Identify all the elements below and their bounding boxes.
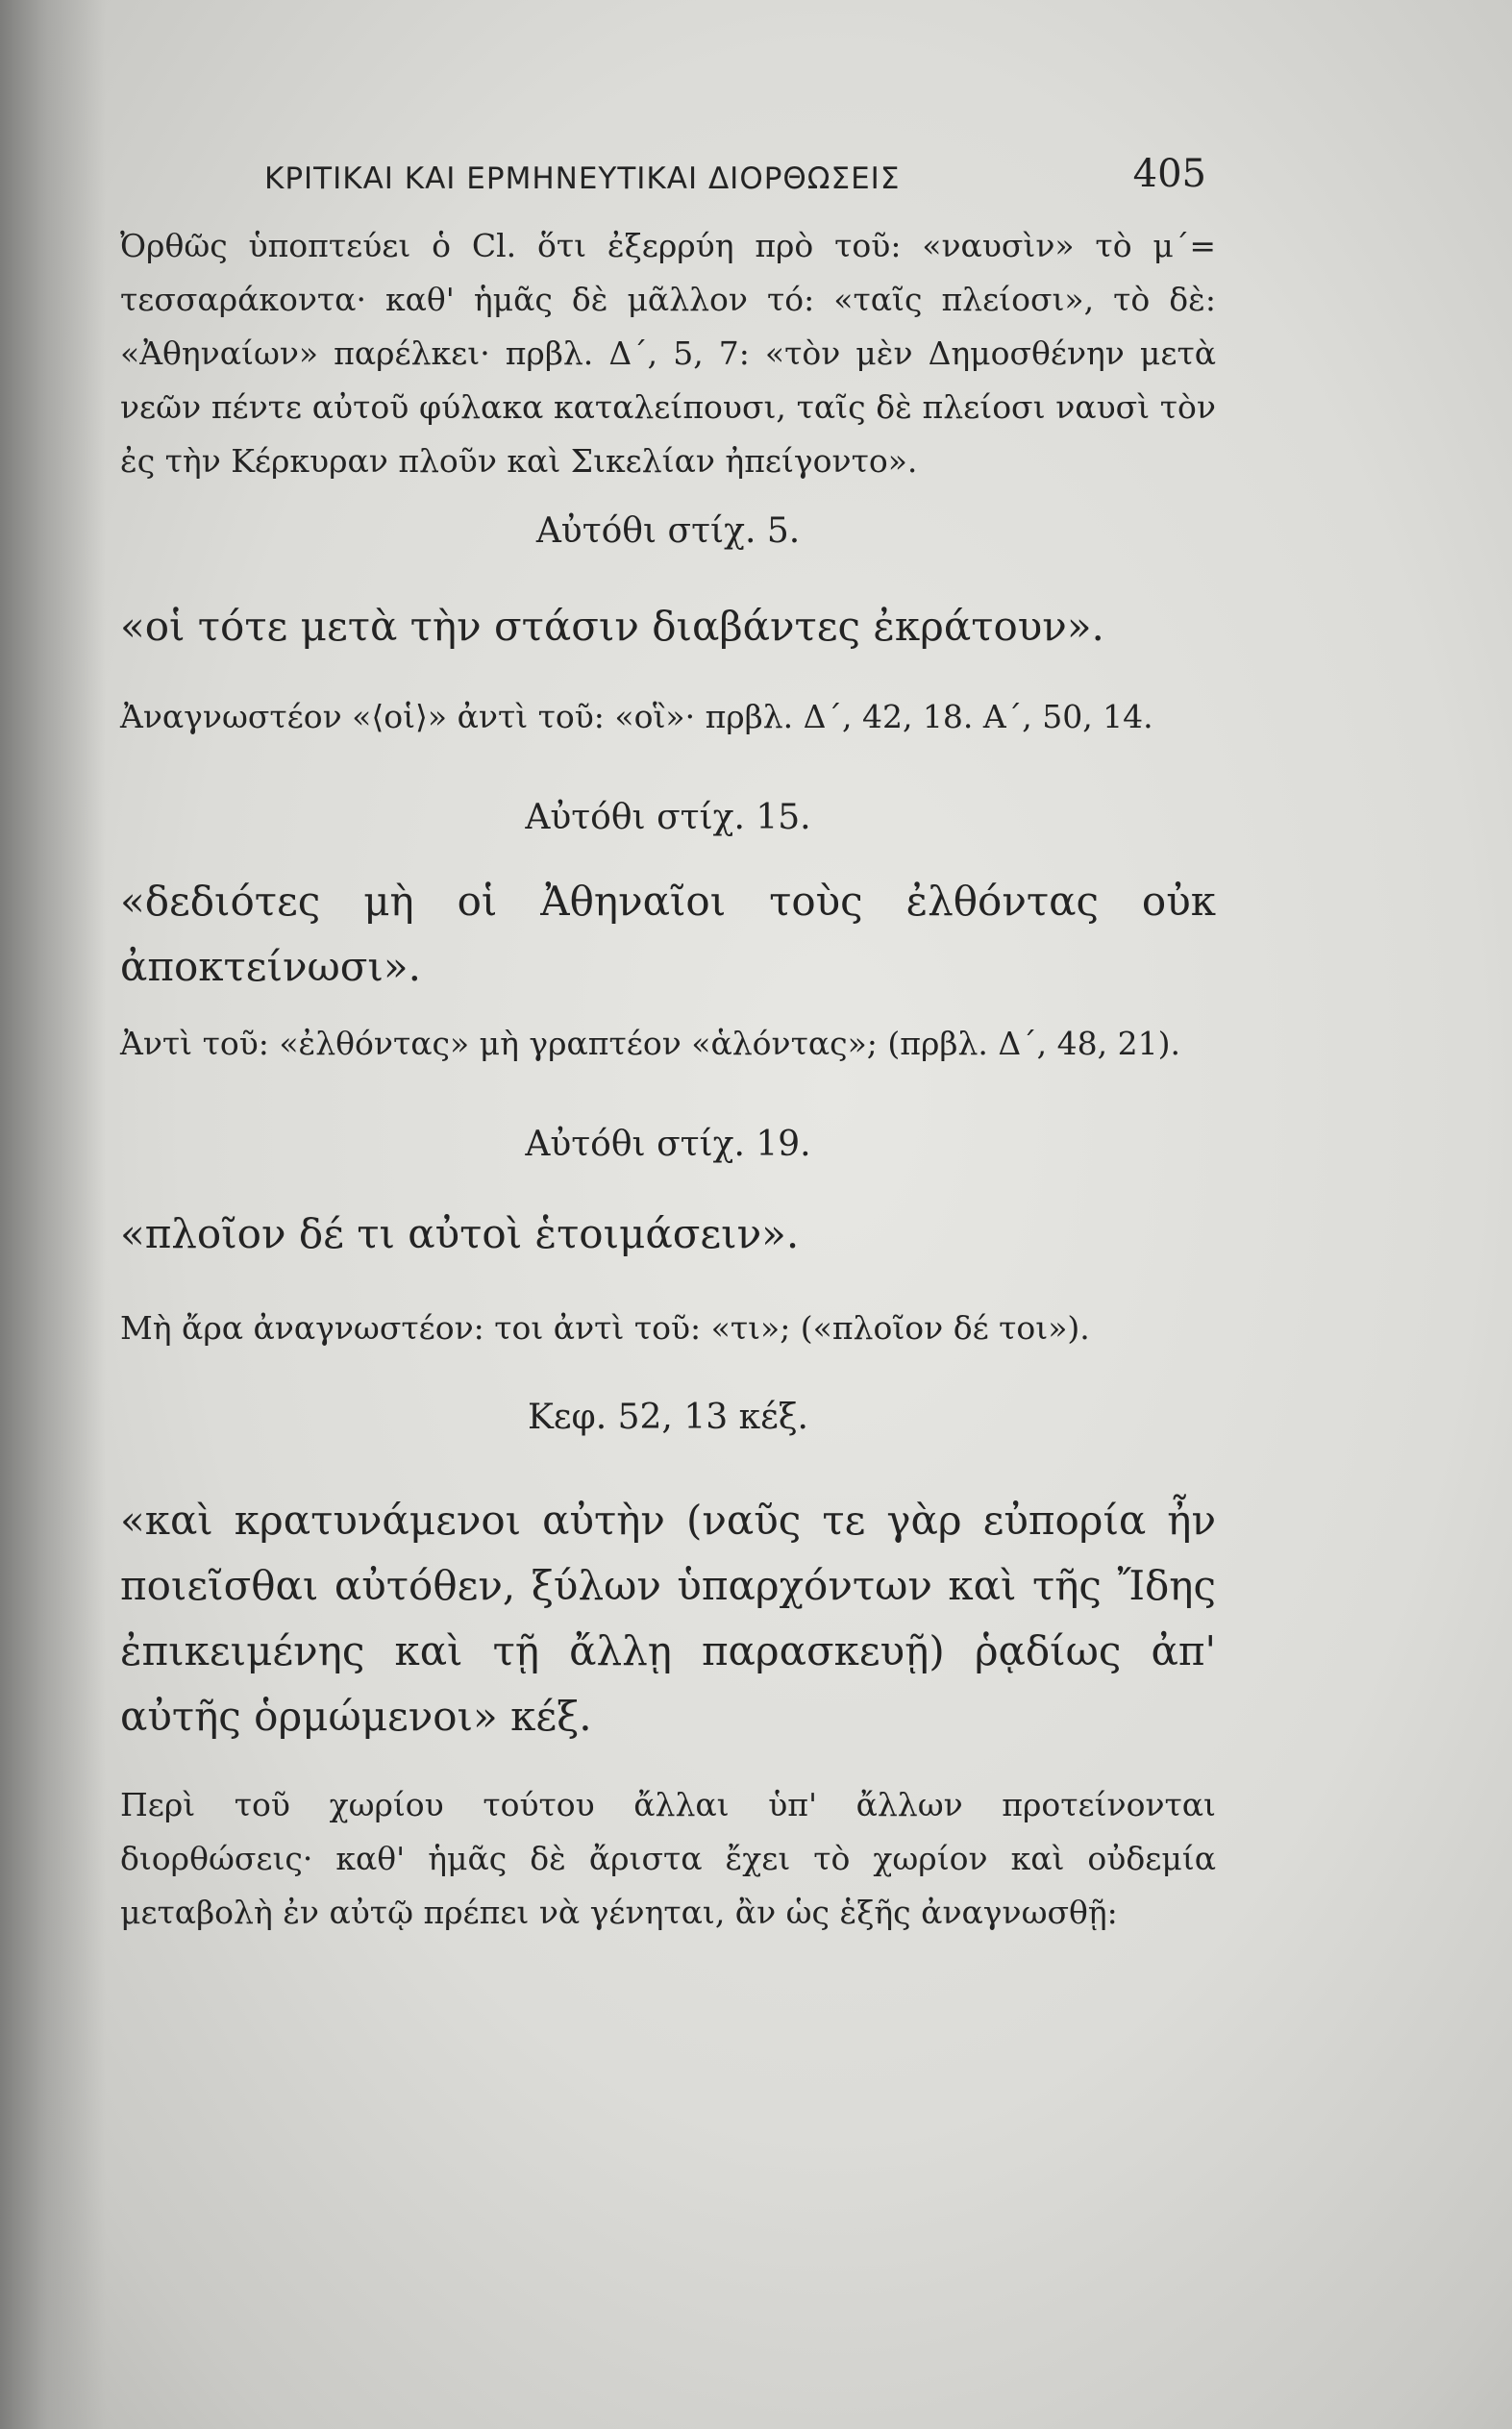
section-heading: Αὐτόθι στίχ. 19. xyxy=(525,1125,811,1164)
note-paragraph: Ἀναγνωστέον «⟨οἱ⟩» ἀντὶ τοῦ: «οἳ»· πρβλ. Δ´, 42, 18. Α´, 50, 14. xyxy=(120,698,1153,735)
quote-paragraph: «πλοῖον δέ τι αὐτοὶ ἑτοιμάσειν». xyxy=(120,1210,800,1257)
note-paragraph: Μὴ ἄρα ἀναγνωστέον: τοι ἀντὶ τοῦ: «τι»; («πλοῖον δέ τοι»). xyxy=(120,1309,1090,1347)
page-header xyxy=(120,144,1216,211)
page-text xyxy=(120,144,1216,1942)
note-paragraph: Ἀντὶ τοῦ: «ἐλθόντας» μὴ γραπτέον «ἁλόντας»; (πρβλ. Δ´, 48, 21). xyxy=(120,1025,1180,1062)
quote-paragraph: «οἱ τότε μετὰ τὴν στάσιν διαβάντες ἐκράτουν». xyxy=(120,603,1104,650)
note-paragraph: Περὶ τοῦ χωρίου τούτου ἄλλαι ὑπ' ἄλλων προτείνονται διορθώσεις· καθ' ἡμᾶς δὲ ἄριστα ἔχει τὸ χωρίον καὶ οὐδεμία μεταβολὴ ἐν αὐτῷ πρέπει νὰ γένηται, ἂν ὡς ἑξῆς ἀναγνωσθῇ: xyxy=(120,1786,1216,1931)
page-number: 405 xyxy=(1132,152,1206,196)
note-paragraph: Ὀρθῶς ὑποπτεύει ὁ Cl. ὅτι ἐξερρύη πρὸ τοῦ: «ναυσὶν» τὸ μ´= τεσσαράκοντα· καθ' ἡμᾶς δὲ μᾶλλον τό: «ταῖς πλείοσι», τὸ δὲ: «Ἀθηναίων» παρέλκει· πρβλ. Δ´, 5, 7: «τὸν μὲν Δημοσθένην μετὰ νεῶν πέντε αὐτοῦ φύλακα καταλείπουσι, ταῖς δὲ πλείοσι ναυσὶ τὸν ἐς τὴν Κέρκυραν πλοῦν καὶ Σικελίαν ἠπείγοντο». xyxy=(120,227,1216,480)
section-heading: Αὐτόθι στίχ. 5. xyxy=(535,511,801,551)
section-heading: Κεφ. 52, 13 κέξ. xyxy=(527,1398,808,1437)
section-heading: Αὐτόθι στίχ. 15. xyxy=(525,798,811,837)
quote-paragraph: «καὶ κρατυνάμενοι αὐτὴν (ναῦς τε γὰρ εὐπορία ἦν ποιεῖσθαι αὐτόθεν, ξύλων ὑπαρχόντων καὶ τῆς Ἴδης ἐπικειμένης καὶ τῇ ἄλλῃ παρασκευῇ) ῥᾳδίως ἀπ' αὐτῆς ὁρμώμενοι» κέξ. xyxy=(120,1497,1216,1740)
running-title: ΚΡΙΤΙΚΑΙ ΚΑΙ ΕΡΜΗΝΕΥΤΙΚΑΙ ΔΙΟΡΘΩΣΕΙΣ xyxy=(264,161,901,196)
quote-paragraph: «δεδιότες μὴ οἱ Ἀθηναῖοι τοὺς ἐλθόντας οὐκ ἀποκτείνωσι». xyxy=(120,878,1216,990)
